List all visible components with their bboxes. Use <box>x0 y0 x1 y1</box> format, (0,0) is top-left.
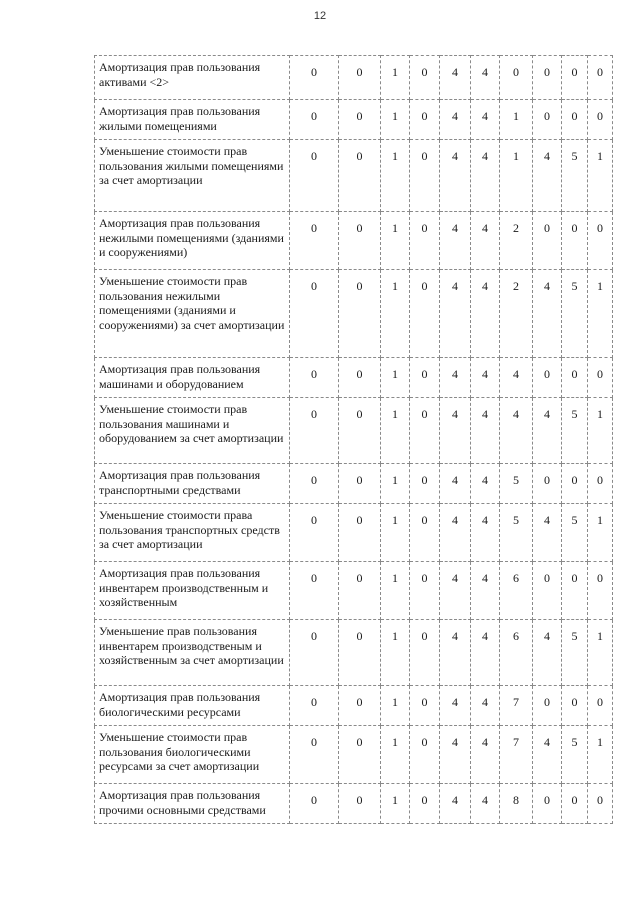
code-digit-cell: 1 <box>381 140 410 212</box>
code-digit-cell: 0 <box>410 686 440 726</box>
code-digit-cell: 0 <box>588 100 613 140</box>
code-digit-cell: 0 <box>290 562 339 620</box>
code-digit-cell: 4 <box>471 56 500 100</box>
code-digit-cell: 4 <box>471 140 500 212</box>
code-digit-cell: 1 <box>588 270 613 358</box>
code-digit-cell: 4 <box>440 726 471 784</box>
code-digit-cell: 4 <box>471 784 500 824</box>
page-number: 12 <box>313 10 327 22</box>
code-digit-cell: 0 <box>588 464 613 504</box>
code-digit-cell: 4 <box>500 398 533 464</box>
row-label: Уменьшение стоимости прав пользования биологическими ресурсами за счет амортизации <box>95 726 290 784</box>
code-digit-cell: 4 <box>471 212 500 270</box>
account-codes-table <box>94 55 613 824</box>
code-digit-cell: 0 <box>339 358 381 398</box>
code-digit-cell: 0 <box>588 358 613 398</box>
code-digit-cell: 4 <box>471 464 500 504</box>
code-digit-cell: 0 <box>339 464 381 504</box>
table-row <box>95 358 613 398</box>
row-label: Амортизация прав пользования транспортными средствами <box>95 464 290 504</box>
code-digit-cell: 1 <box>381 358 410 398</box>
code-digit-cell: 5 <box>562 504 588 562</box>
table-row <box>95 504 613 562</box>
code-digit-cell: 4 <box>440 398 471 464</box>
code-digit-cell: 4 <box>440 56 471 100</box>
code-digit-cell: 0 <box>588 686 613 726</box>
row-label: Амортизация прав пользования жилыми помещениями <box>95 100 290 140</box>
row-label: Амортизация прав пользования биологическими ресурсами <box>95 686 290 726</box>
code-digit-cell: 1 <box>381 726 410 784</box>
code-digit-cell: 4 <box>533 270 562 358</box>
code-digit-cell: 1 <box>500 100 533 140</box>
code-digit-cell: 0 <box>339 686 381 726</box>
code-digit-cell: 0 <box>339 504 381 562</box>
code-digit-cell: 0 <box>533 100 562 140</box>
code-digit-cell: 1 <box>588 140 613 212</box>
code-digit-cell: 6 <box>500 620 533 686</box>
code-digit-cell: 4 <box>471 270 500 358</box>
code-digit-cell: 0 <box>339 620 381 686</box>
table-row <box>95 270 613 358</box>
code-digit-cell: 0 <box>562 358 588 398</box>
code-digit-cell: 0 <box>588 784 613 824</box>
code-digit-cell: 0 <box>290 504 339 562</box>
code-digit-cell: 5 <box>500 464 533 504</box>
code-digit-cell: 5 <box>562 726 588 784</box>
code-digit-cell: 0 <box>410 562 440 620</box>
table-row <box>95 464 613 504</box>
table-row <box>95 562 613 620</box>
code-digit-cell: 0 <box>290 358 339 398</box>
code-digit-cell: 0 <box>290 464 339 504</box>
code-digit-cell: 1 <box>381 620 410 686</box>
code-digit-cell: 4 <box>471 504 500 562</box>
table-row <box>95 686 613 726</box>
code-digit-cell: 0 <box>533 56 562 100</box>
code-digit-cell: 0 <box>410 212 440 270</box>
code-digit-cell: 1 <box>381 784 410 824</box>
code-digit-cell: 4 <box>440 504 471 562</box>
row-label: Амортизация прав пользования нежилыми помещениями (зданиями и сооружениями) <box>95 212 290 270</box>
code-digit-cell: 0 <box>339 212 381 270</box>
row-label: Уменьшение стоимости прав пользования жилыми помещениями за счет амортизации <box>95 140 290 212</box>
code-digit-cell: 1 <box>381 212 410 270</box>
code-digit-cell: 0 <box>533 686 562 726</box>
code-digit-cell: 0 <box>562 464 588 504</box>
code-digit-cell: 0 <box>339 726 381 784</box>
code-digit-cell: 4 <box>471 686 500 726</box>
code-digit-cell: 0 <box>290 270 339 358</box>
table-row <box>95 398 613 464</box>
code-digit-cell: 1 <box>588 504 613 562</box>
code-digit-cell: 0 <box>410 398 440 464</box>
code-digit-cell: 4 <box>471 562 500 620</box>
code-digit-cell: 1 <box>381 100 410 140</box>
code-digit-cell: 0 <box>339 270 381 358</box>
row-label: Амортизация прав пользования инвентарем производственным и хозяйственным <box>95 562 290 620</box>
code-digit-cell: 0 <box>410 726 440 784</box>
code-digit-cell: 0 <box>588 562 613 620</box>
code-digit-cell: 5 <box>562 140 588 212</box>
code-digit-cell: 5 <box>500 504 533 562</box>
row-label: Амортизация прав пользования машинами и оборудованием <box>95 358 290 398</box>
code-digit-cell: 0 <box>339 56 381 100</box>
row-label: Амортизация прав пользования прочими основными средствами <box>95 784 290 824</box>
code-digit-cell: 1 <box>588 726 613 784</box>
code-digit-cell: 4 <box>440 270 471 358</box>
table-row <box>95 56 613 100</box>
code-digit-cell: 4 <box>440 212 471 270</box>
code-digit-cell: 1 <box>381 504 410 562</box>
code-digit-cell: 0 <box>500 56 533 100</box>
code-digit-cell: 0 <box>533 464 562 504</box>
code-digit-cell: 1 <box>381 398 410 464</box>
code-digit-cell: 5 <box>562 398 588 464</box>
code-digit-cell: 0 <box>410 784 440 824</box>
code-digit-cell: 1 <box>588 398 613 464</box>
code-digit-cell: 0 <box>339 140 381 212</box>
row-label: Уменьшение стоимости прав пользования нежилыми помещениями (зданиями и сооружениями) за счет амортизации <box>95 270 290 358</box>
table-row <box>95 784 613 824</box>
code-digit-cell: 0 <box>410 140 440 212</box>
code-digit-cell: 0 <box>533 562 562 620</box>
table-row <box>95 620 613 686</box>
table-row <box>95 212 613 270</box>
code-digit-cell: 0 <box>410 504 440 562</box>
code-digit-cell: 0 <box>533 358 562 398</box>
code-digit-cell: 1 <box>588 620 613 686</box>
code-digit-cell: 0 <box>339 784 381 824</box>
code-digit-cell: 4 <box>533 620 562 686</box>
code-digit-cell: 2 <box>500 212 533 270</box>
code-digit-cell: 1 <box>500 140 533 212</box>
code-digit-cell: 0 <box>290 686 339 726</box>
code-digit-cell: 0 <box>410 100 440 140</box>
code-digit-cell: 0 <box>588 212 613 270</box>
code-digit-cell: 0 <box>290 620 339 686</box>
row-label: Уменьшение стоимости прав пользования машинами и оборудованием за счет амортизации <box>95 398 290 464</box>
code-digit-cell: 0 <box>562 784 588 824</box>
code-digit-cell: 1 <box>381 464 410 504</box>
table-row <box>95 140 613 212</box>
row-label: Уменьшение стоимости права пользования транспортных средств за счет амортизации <box>95 504 290 562</box>
code-digit-cell: 0 <box>562 686 588 726</box>
code-digit-cell: 0 <box>290 56 339 100</box>
code-digit-cell: 1 <box>381 56 410 100</box>
code-digit-cell: 4 <box>533 398 562 464</box>
table-row <box>95 100 613 140</box>
code-digit-cell: 4 <box>471 358 500 398</box>
code-digit-cell: 0 <box>533 784 562 824</box>
code-digit-cell: 0 <box>290 784 339 824</box>
code-digit-cell: 0 <box>339 562 381 620</box>
code-digit-cell: 6 <box>500 562 533 620</box>
code-digit-cell: 0 <box>410 270 440 358</box>
code-digit-cell: 0 <box>290 398 339 464</box>
code-digit-cell: 4 <box>500 358 533 398</box>
code-digit-cell: 5 <box>562 620 588 686</box>
code-digit-cell: 0 <box>562 562 588 620</box>
code-digit-cell: 4 <box>533 504 562 562</box>
code-digit-cell: 4 <box>440 562 471 620</box>
code-digit-cell: 4 <box>440 464 471 504</box>
code-digit-cell: 0 <box>410 620 440 686</box>
code-digit-cell: 0 <box>410 464 440 504</box>
code-digit-cell: 4 <box>533 726 562 784</box>
code-digit-cell: 0 <box>562 100 588 140</box>
code-digit-cell: 0 <box>410 56 440 100</box>
code-digit-cell: 4 <box>440 140 471 212</box>
code-digit-cell: 1 <box>381 686 410 726</box>
code-digit-cell: 4 <box>440 686 471 726</box>
code-digit-cell: 4 <box>440 358 471 398</box>
code-digit-cell: 1 <box>381 562 410 620</box>
row-label: Амортизация прав пользования активами <2> <box>95 56 290 100</box>
code-digit-cell: 0 <box>290 140 339 212</box>
table-row <box>95 726 613 784</box>
code-digit-cell: 4 <box>471 398 500 464</box>
code-digit-cell: 0 <box>562 56 588 100</box>
code-digit-cell: 4 <box>440 784 471 824</box>
code-digit-cell: 4 <box>440 620 471 686</box>
code-digit-cell: 8 <box>500 784 533 824</box>
code-digit-cell: 0 <box>339 398 381 464</box>
code-digit-cell: 0 <box>290 100 339 140</box>
code-digit-cell: 4 <box>471 620 500 686</box>
code-digit-cell: 0 <box>410 358 440 398</box>
code-digit-cell: 4 <box>440 100 471 140</box>
code-digit-cell: 0 <box>533 212 562 270</box>
code-digit-cell: 0 <box>588 56 613 100</box>
code-digit-cell: 0 <box>339 100 381 140</box>
code-digit-cell: 4 <box>471 100 500 140</box>
code-digit-cell: 4 <box>533 140 562 212</box>
code-digit-cell: 2 <box>500 270 533 358</box>
code-digit-cell: 0 <box>290 726 339 784</box>
code-digit-cell: 7 <box>500 726 533 784</box>
code-digit-cell: 4 <box>471 726 500 784</box>
code-digit-cell: 1 <box>381 270 410 358</box>
code-digit-cell: 5 <box>562 270 588 358</box>
code-digit-cell: 0 <box>290 212 339 270</box>
row-label: Уменьшение прав пользования инвентарем производственым и хозяйственным за счет амортизации <box>95 620 290 686</box>
code-digit-cell: 7 <box>500 686 533 726</box>
code-digit-cell: 0 <box>562 212 588 270</box>
